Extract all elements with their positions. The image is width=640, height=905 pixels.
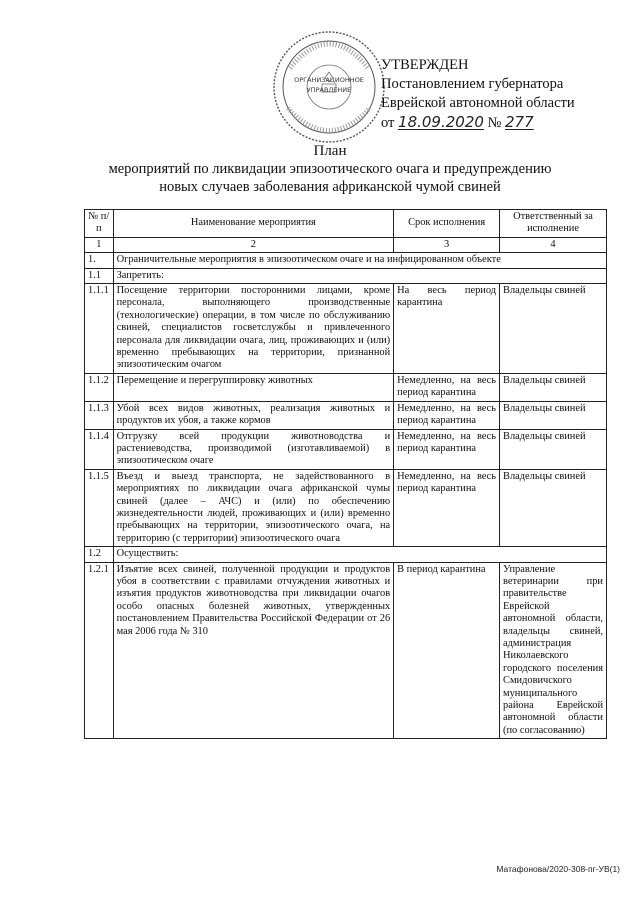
approval-issuer: Постановлением губернатора xyxy=(381,76,564,92)
row-measure: Перемещение и перегруппировку животных xyxy=(113,373,394,401)
row-deadline: На весь период карантина xyxy=(394,284,500,374)
subsection-title: Осуществить: xyxy=(113,547,606,562)
table-index-row: 1 2 3 4 xyxy=(85,237,607,252)
row-measure: Отгрузку всей продукции животноводства и растениеводства, производимой (изготавливаемой) в эпизоотическом очаге xyxy=(113,429,394,469)
table-row xyxy=(85,562,607,739)
table-row xyxy=(85,429,607,469)
measures-table xyxy=(84,209,607,739)
official-seal-stamp xyxy=(270,28,388,146)
header-measure: Наименование мероприятия xyxy=(113,210,394,238)
table-header-row xyxy=(85,210,607,238)
approval-region: Еврейской автономной области xyxy=(381,95,575,111)
row-responsible: Владельцы свиней xyxy=(500,401,607,429)
row-measure: Посещение территории посторонними лицами, кроме персонала, выполняющего производственные (технологические) операции, в том числе по обслуживанию свиней, специалистов госветслужбы и привлеченного персонала для ликвидации очага, лиц, проживающих и (или) временно пребывающих на территории, признанной эпизоотическим очагом xyxy=(113,284,394,374)
row-deadline: В период карантина xyxy=(394,562,500,739)
row-number: 1.1.3 xyxy=(85,401,114,429)
title-plan: План xyxy=(313,143,347,159)
svg-text:УПРАВЛЕНИЕ: УПРАВЛЕНИЕ xyxy=(306,86,352,94)
title-line-2: новых случаев заболевания африканской чумой свиней xyxy=(159,179,501,195)
row-number: 1.2.1 xyxy=(85,562,114,739)
approval-title: УТВЕРЖДЕН xyxy=(381,57,469,73)
title-line-1: мероприятий по ликвидации эпизоотического очага и предупреждению xyxy=(108,161,552,177)
section-title: Ограничительные мероприятия в эпизоотическом очаге и на инфицированном объекте xyxy=(113,253,606,268)
table-row xyxy=(85,401,607,429)
table-row xyxy=(85,268,607,283)
row-measure: Въезд и выезд транспорта, не задействованного в мероприятиях по ликвидации очага африканской чумы свиней (далее – АЧС) и (или) по обеспечению жизнедеятельности людей, проживающих и (или) временно пребывающих на территории, эпизоотического очага, на территорию (с территории) эпизоотического очага xyxy=(113,469,394,546)
approval-number: 277 xyxy=(505,113,534,131)
approval-number-label: № xyxy=(487,115,502,131)
table-row xyxy=(85,373,607,401)
approval-date: 18.09.2020 xyxy=(398,113,484,131)
row-number: 1. xyxy=(85,253,114,268)
document-title xyxy=(70,142,590,196)
row-deadline: Немедленно, на весь период карантина xyxy=(394,429,500,469)
row-deadline: Немедленно, на весь период карантина xyxy=(394,401,500,429)
header-deadline: Срок исполнения xyxy=(394,210,500,238)
row-responsible: Владельцы свиней xyxy=(500,429,607,469)
row-responsible: Управление ветеринарии при правительстве Еврейской автономной области, владельцы свиней, администрация Николаевского городского поселения Смидовичского муниципального района Еврейской автономной области (по согласованию) xyxy=(500,562,607,739)
header-responsible: Ответственный за исполнение xyxy=(500,210,607,238)
table-row xyxy=(85,253,607,268)
row-number: 1.2 xyxy=(85,547,114,562)
row-deadline: Немедленно, на весь период карантина xyxy=(394,469,500,546)
table-row xyxy=(85,547,607,562)
row-number: 1.1.2 xyxy=(85,373,114,401)
row-number: 1.1.4 xyxy=(85,429,114,469)
row-deadline: Немедленно, на весь период карантина xyxy=(394,373,500,401)
table-row xyxy=(85,469,607,546)
row-responsible: Владельцы свиней xyxy=(500,284,607,374)
row-measure: Изъятие всех свиней, полученной продукции и продуктов убоя в соответствии с правилами отчуждения животных и изъятия продуктов животноводства при ликвидации очагов особо опасных болезней животных, утвержденных постановлением Правительства Российской Федерации от 26 мая 2006 года № 310 xyxy=(113,562,394,739)
subsection-title: Запретить: xyxy=(113,268,606,283)
row-number: 1.1 xyxy=(85,268,114,283)
stamp-text: ОРГАНИЗАЦИОННОЕ xyxy=(294,76,364,84)
approval-date-line xyxy=(381,113,621,133)
row-number: 1.1.1 xyxy=(85,284,114,374)
header-number: № п/п xyxy=(85,210,114,238)
approval-from-label: от xyxy=(381,115,395,131)
table-row xyxy=(85,284,607,374)
row-measure: Убой всех видов животных, реализация животных и продуктов их убоя, а также кормов xyxy=(113,401,394,429)
row-responsible: Владельцы свиней xyxy=(500,469,607,546)
row-responsible: Владельцы свиней xyxy=(500,373,607,401)
row-number: 1.1.5 xyxy=(85,469,114,546)
approval-block xyxy=(381,56,621,133)
document-code: Матафонова/2020-308-пг-УВ(1) xyxy=(496,864,620,874)
